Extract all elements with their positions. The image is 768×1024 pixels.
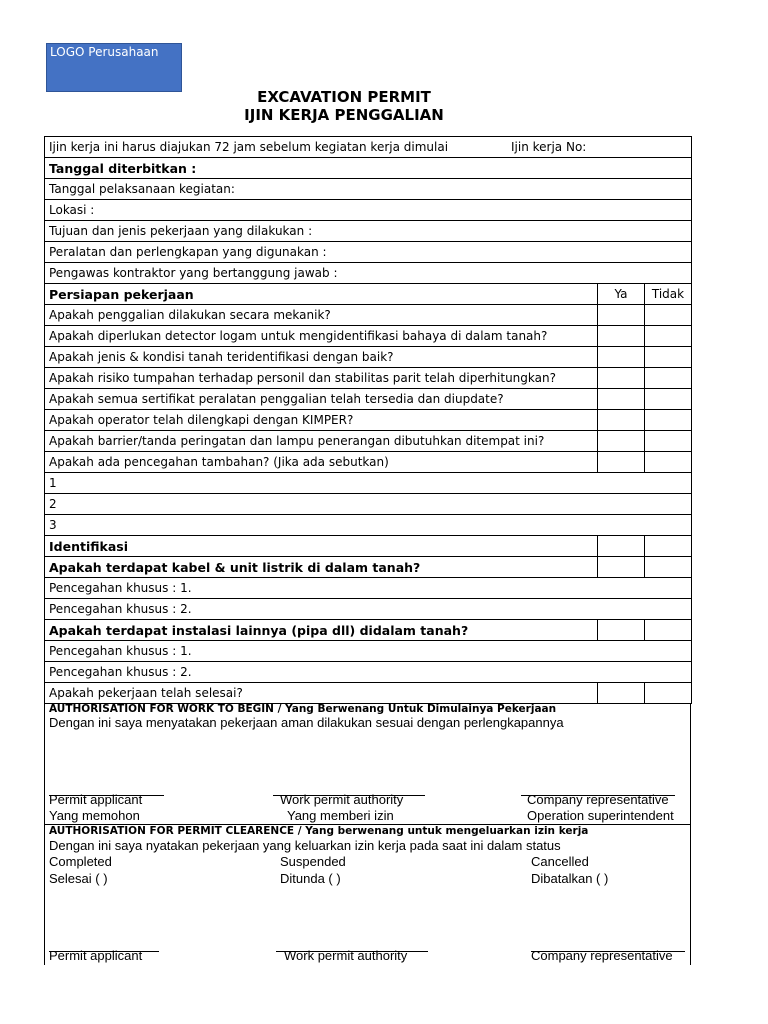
supervisor-field[interactable]: Pengawas kontraktor yang bertanggung jawab :: [45, 263, 692, 284]
auth-begin-heading: AUTHORISATION FOR WORK TO BEGIN / Yang Berwenang Untuk Dimulainya Pekerjaan: [49, 703, 557, 715]
status-suspended-label: Suspended: [280, 854, 346, 869]
question-label: Apakah barrier/tanda peringatan dan lampu penerangan dibutuhkan ditempat ini?: [45, 431, 598, 452]
yes-checkbox[interactable]: [598, 620, 645, 641]
no-checkbox[interactable]: [645, 452, 692, 473]
no-checkbox[interactable]: [645, 305, 692, 326]
company-label: Company representative: [527, 792, 669, 807]
question-label: Apakah operator telah dilengkapi dengan KIMPER?: [45, 410, 598, 431]
question-label: Apakah penggalian dilakukan secara mekanik?: [45, 305, 598, 326]
no-checkbox[interactable]: [645, 410, 692, 431]
purpose-field[interactable]: Tujuan dan jenis pekerjaan yang dilakukan :: [45, 221, 692, 242]
applicant-label: Permit applicant: [49, 792, 143, 807]
issue-date-field[interactable]: Tanggal diterbitkan :: [45, 158, 692, 179]
auth-clear-statement: Dengan ini saya nyatakan pekerjaan yang keluarkan izin kerja pada saat ini dalam status: [49, 838, 561, 853]
col-no-header: Tidak: [645, 284, 692, 305]
authority-label: Work permit authority: [280, 792, 404, 807]
pipe-question: Apakah terdapat instalasi lainnya (pipa dll) didalam tanah?: [45, 620, 598, 641]
permit-number-label: Ijin kerja No:: [511, 140, 587, 154]
status-cancelled-checkbox[interactable]: Dibatalkan ( ): [531, 871, 609, 886]
no-checkbox[interactable]: [645, 347, 692, 368]
question-label: Apakah jenis & kondisi tanah teridentifikasi dengan baik?: [45, 347, 598, 368]
pipe-prevention-1[interactable]: Pencegahan khusus : 1.: [45, 641, 692, 662]
prep-heading: Persiapan pekerjaan: [45, 284, 598, 305]
cable-prevention-2[interactable]: Pencegahan khusus : 2.: [45, 599, 692, 620]
applicant-label: Permit applicant: [49, 948, 143, 963]
yes-checkbox[interactable]: [598, 347, 645, 368]
applicant-label-id: Yang memohon: [49, 808, 140, 823]
question-label: Apakah semua sertifikat peralatan penggalian telah tersedia dan diupdate?: [45, 389, 598, 410]
yes-checkbox[interactable]: [598, 410, 645, 431]
question-label: Apakah ada pencegahan tambahan? (Jika ada sebutkan): [45, 452, 598, 473]
no-checkbox[interactable]: [645, 389, 692, 410]
no-checkbox[interactable]: [645, 368, 692, 389]
yes-checkbox[interactable]: [598, 389, 645, 410]
title-id: IJIN KERJA PENGGALIAN: [244, 106, 444, 124]
execution-date-field[interactable]: Tanggal pelaksanaan kegiatan:: [45, 179, 692, 200]
yes-checkbox[interactable]: [598, 557, 645, 578]
permit-form-table: [44, 136, 692, 704]
prep-header-row: [45, 284, 692, 305]
checklist-row: [45, 683, 692, 704]
company-label-id: Operation superintendent: [527, 808, 674, 823]
ident-header-row: [45, 536, 692, 557]
additional-prevention-2[interactable]: 2: [45, 494, 692, 515]
no-checkbox[interactable]: [645, 431, 692, 452]
checklist-row: [45, 368, 692, 389]
ident-heading: Identifikasi: [45, 536, 598, 557]
cable-prevention-1[interactable]: Pencegahan khusus : 1.: [45, 578, 692, 599]
no-checkbox[interactable]: [645, 620, 692, 641]
question-label: Apakah risiko tumpahan terhadap personil dan stabilitas parit telah diperhitungkan?: [45, 368, 598, 389]
status-completed-label: Completed: [49, 854, 112, 869]
status-suspended-checkbox[interactable]: Ditunda ( ): [280, 871, 341, 886]
col-yes-header: Ya: [598, 284, 645, 305]
auth-clear-heading: AUTHORISATION FOR PERMIT CLEARENCE / Yang berwenang untuk mengeluarkan izin kerja: [49, 825, 589, 837]
no-checkbox[interactable]: [645, 326, 692, 347]
checklist-row: [45, 326, 692, 347]
checklist-row: [45, 452, 692, 473]
status-cancelled-label: Cancelled: [531, 854, 589, 869]
pipe-prevention-2[interactable]: Pencegahan khusus : 2.: [45, 662, 692, 683]
status-completed-checkbox[interactable]: Selesai ( ): [49, 871, 108, 886]
no-checkbox[interactable]: [645, 683, 692, 704]
no-checkbox[interactable]: [645, 557, 692, 578]
yes-checkbox[interactable]: [598, 452, 645, 473]
question-label: Apakah diperlukan detector logam untuk mengidentifikasi bahaya di dalam tanah?: [45, 326, 598, 347]
authority-label-id: Yang memberi izin: [287, 808, 394, 823]
intro-text: Ijin kerja ini harus diajukan 72 jam sebelum kegiatan kerja dimulai: [49, 140, 449, 154]
intro-row: [45, 137, 692, 158]
checklist-row: [45, 557, 692, 578]
location-field[interactable]: Lokasi :: [45, 200, 692, 221]
equipment-field[interactable]: Peralatan dan perlengkapan yang digunakan :: [45, 242, 692, 263]
authorisation-clearance-section: [44, 824, 691, 965]
company-logo-placeholder: LOGO Perusahaan: [46, 43, 182, 92]
checklist-row: [45, 410, 692, 431]
yes-checkbox[interactable]: [598, 368, 645, 389]
checklist-row: [45, 347, 692, 368]
yes-checkbox[interactable]: [598, 683, 645, 704]
checklist-row: [45, 431, 692, 452]
checklist-row: [45, 389, 692, 410]
checklist-row: [45, 620, 692, 641]
authorisation-begin-section: [44, 703, 691, 825]
company-label: Company representative: [531, 948, 673, 963]
additional-prevention-3[interactable]: 3: [45, 515, 692, 536]
authority-label: Work permit authority: [284, 948, 408, 963]
checklist-row: [45, 305, 692, 326]
work-done-question: Apakah pekerjaan telah selesai?: [45, 683, 598, 704]
cable-question: Apakah terdapat kabel & unit listrik di dalam tanah?: [45, 557, 598, 578]
yes-checkbox[interactable]: [598, 305, 645, 326]
yes-checkbox[interactable]: [598, 326, 645, 347]
yes-checkbox[interactable]: [598, 431, 645, 452]
additional-prevention-1[interactable]: 1: [45, 473, 692, 494]
title-en: EXCAVATION PERMIT: [257, 88, 431, 106]
auth-begin-statement: Dengan ini saya menyatakan pekerjaan aman dilakukan sesuai dengan perlengkapannya: [49, 715, 564, 730]
